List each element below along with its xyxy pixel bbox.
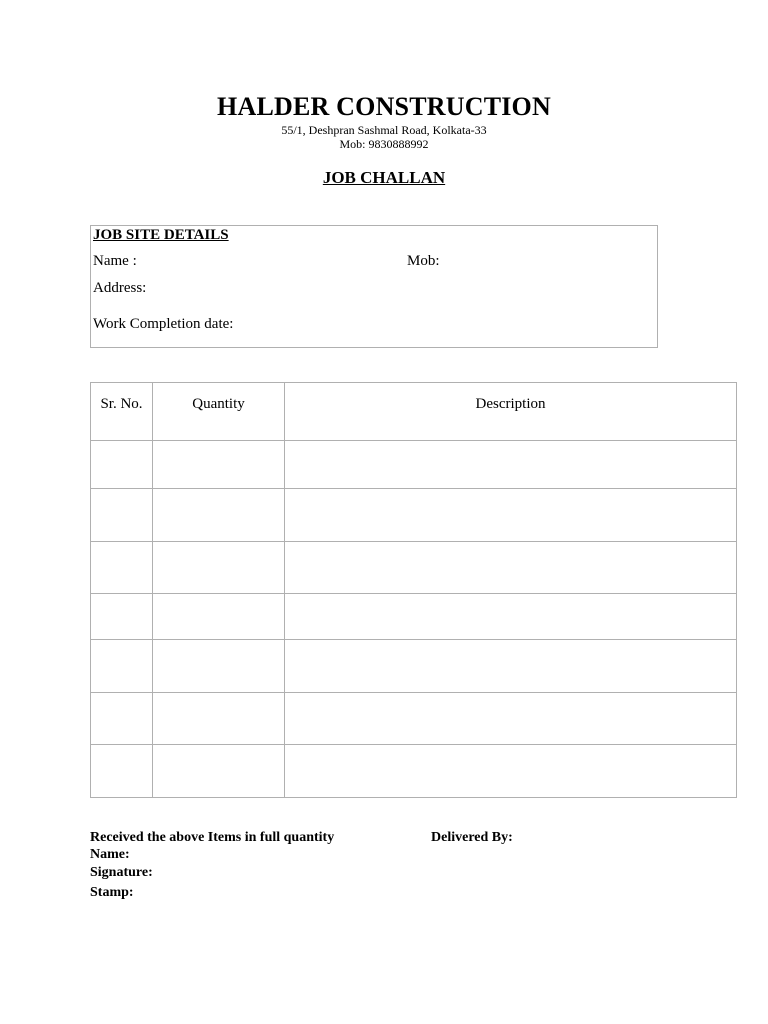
mob-label: Mob: <box>407 253 440 269</box>
quantity-cell <box>153 693 285 745</box>
description-cell <box>285 542 737 594</box>
name-label: Name : <box>93 253 137 269</box>
quantity-cell <box>153 441 285 489</box>
job-site-details-heading: JOB SITE DETAILS <box>93 227 229 243</box>
delivered-by-label: Delivered By: <box>431 830 513 845</box>
column-header-sr-no: Sr. No. <box>91 383 153 441</box>
sr-no-cell <box>91 489 153 542</box>
quantity-cell <box>153 745 285 798</box>
description-cell <box>285 693 737 745</box>
company-address: 55/1, Deshpran Sashmal Road, Kolkata-33 <box>281 123 487 137</box>
sr-no-cell <box>91 542 153 594</box>
sr-no-cell <box>91 693 153 745</box>
column-header-quantity: Quantity <box>153 383 285 441</box>
table-header-row <box>91 383 737 441</box>
sr-no-cell <box>91 594 153 640</box>
table-row <box>91 594 737 640</box>
description-cell <box>285 745 737 798</box>
table-row <box>91 489 737 542</box>
table-row <box>91 693 737 745</box>
sr-no-cell <box>91 441 153 489</box>
sr-no-cell <box>91 640 153 693</box>
received-items-text: Received the above Items in full quantity <box>90 830 335 845</box>
table-row <box>91 745 737 798</box>
address-label: Address: <box>93 280 147 296</box>
description-cell <box>285 441 737 489</box>
quantity-cell <box>153 594 285 640</box>
column-header-description: Description <box>285 383 737 441</box>
document-title: JOB CHALLAN <box>322 168 446 187</box>
job-site-details-box <box>90 225 658 348</box>
work-completion-date-label: Work Completion date: <box>93 316 234 332</box>
quantity-cell <box>153 542 285 594</box>
table-row <box>91 441 737 489</box>
receiver-name-label: Name: <box>90 847 130 862</box>
items-table <box>90 382 737 798</box>
company-mobile: Mob: 9830888992 <box>339 137 429 151</box>
signature-label: Signature: <box>90 865 153 880</box>
quantity-cell <box>153 489 285 542</box>
description-cell <box>285 594 737 640</box>
quantity-cell <box>153 640 285 693</box>
table-row <box>91 542 737 594</box>
description-cell <box>285 489 737 542</box>
sr-no-cell <box>91 745 153 798</box>
table-row <box>91 640 737 693</box>
stamp-label: Stamp: <box>90 885 134 900</box>
company-name: HALDER CONSTRUCTION <box>217 92 551 121</box>
description-cell <box>285 640 737 693</box>
